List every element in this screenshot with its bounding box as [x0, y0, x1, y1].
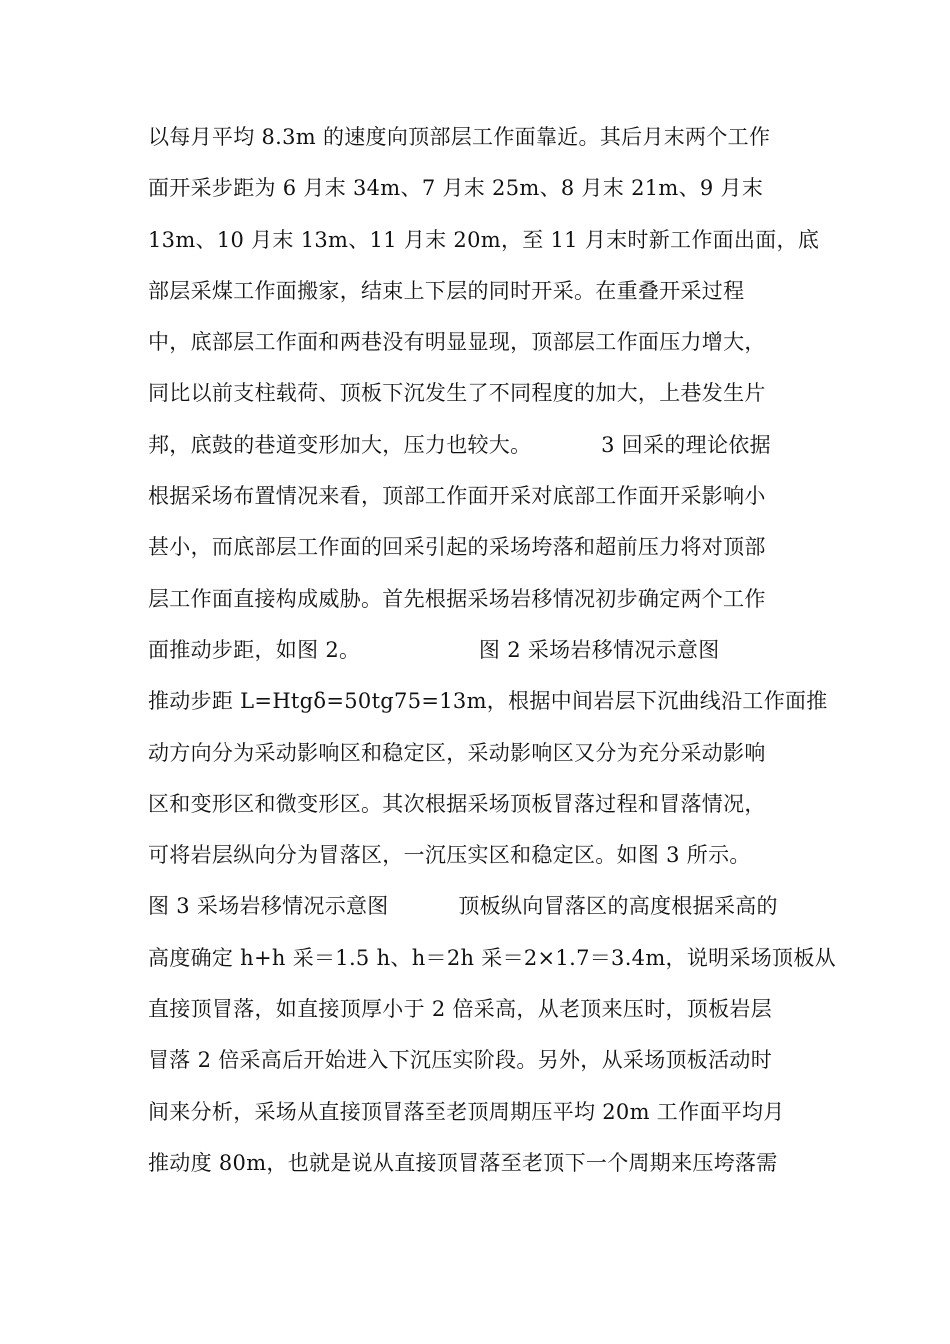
text-line: 邦，底鼓的巷道变形加大，压力也较大。 3 回采的理论依据	[148, 432, 771, 457]
text-line: 可将岩层纵向分为冒落区，一沉压实区和稳定区。如图 3 所示。	[148, 843, 751, 868]
text-line: 根据采场布置情况来看，顶部工作面开采对底部工作面开采影响小	[148, 484, 766, 509]
text-line: 中，底部层工作面和两巷没有明显显现，顶部层工作面压力增大，	[148, 330, 766, 355]
body-text	[148, 116, 836, 1193]
text-line: 层工作面直接构成威胁。首先根据采场岩移情况初步确定两个工作	[148, 586, 766, 611]
text-line: 间来分析，采场从直接顶冒落至老顶周期压平均 20m 工作面平均月	[148, 1099, 785, 1124]
text-line: 以每月平均 8.3m 的速度向顶部层工作面靠近。其后月末两个工作	[148, 125, 771, 149]
text-line: 直接顶冒落，如直接顶厚小于 2 倍采高，从老顶来压时，顶板岩层	[148, 997, 773, 1022]
text-line: 冒落 2 倍采高后开始进入下沉压实阶段。另外，从采场顶板活动时	[148, 1048, 773, 1073]
text-line: 推动步距 L=Htgδ=50tg75=13m，根据中间岩层下沉曲线沿工作面推	[148, 689, 828, 714]
text-line: 高度确定 h+h 采＝1.5 h、h＝2h 采＝2×1.7＝3.4m，说明采场顶板从	[148, 945, 836, 970]
text-line: 甚小，而底部层工作面的回采引起的采场垮落和超前压力将对顶部	[148, 535, 766, 560]
text-line: 动方向分为采动影响区和稳定区，采动影响区又分为充分采动影响	[148, 740, 766, 765]
text-line: 推动度 80m，也就是说从直接顶冒落至老顶下一个周期来压垮落需	[148, 1150, 778, 1175]
text-line: 面推动步距，如图 2。 图 2 采场岩移情况示意图	[148, 637, 720, 662]
text-line: 区和变形区和微变形区。其次根据采场顶板冒落过程和冒落情况，	[148, 791, 766, 816]
text-line: 13m、10 月末 13m、11 月末 20m，至 11 月末时新工作面出面，底	[148, 227, 820, 252]
text-line: 部层采煤工作面搬家，结束上下层的同时开采。在重叠开采过程	[148, 278, 745, 303]
text-line: 面开采步距为 6 月末 34m、7 月末 25m、8 月末 21m、9 月末	[148, 176, 764, 201]
text-line: 图 3 采场岩移情况示意图 顶板纵向冒落区的高度根据采高的	[148, 894, 778, 919]
text-line: 同比以前支柱载荷、顶板下沉发生了不同程度的加大，上巷发生片	[148, 381, 766, 406]
